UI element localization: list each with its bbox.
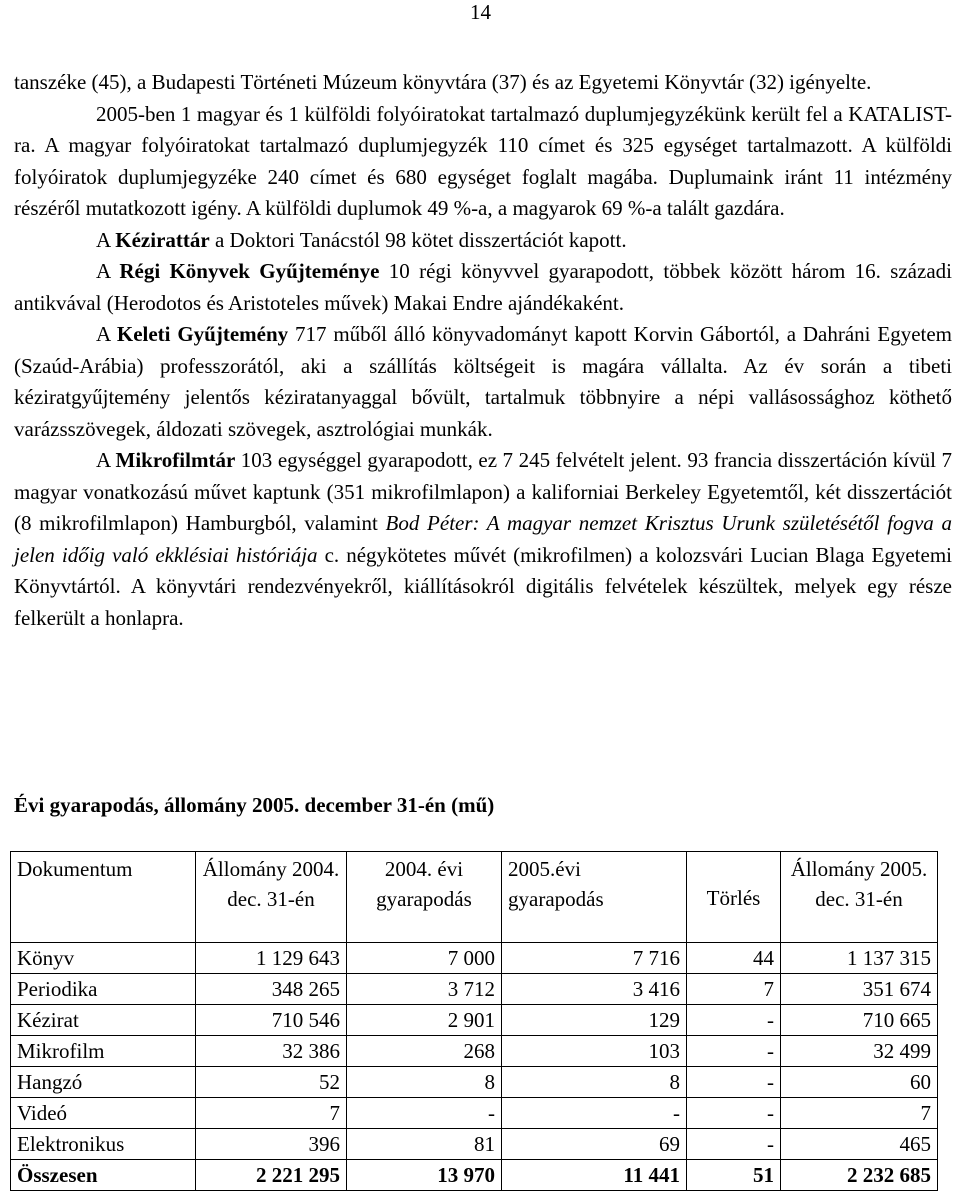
row-label: Könyv (11, 943, 196, 974)
cell: 396 (196, 1129, 347, 1160)
cell: 51 (687, 1160, 781, 1191)
holdings-table (10, 851, 938, 1191)
header-deletion: Törlés (687, 852, 781, 943)
cell: 11 441 (502, 1160, 687, 1191)
cell: 2 901 (347, 1005, 502, 1036)
table-row (11, 1005, 938, 1036)
table-row (11, 1098, 938, 1129)
cell: 81 (347, 1129, 502, 1160)
row-label: Összesen (11, 1160, 196, 1191)
row-label: Elektronikus (11, 1129, 196, 1160)
cell: 465 (781, 1129, 938, 1160)
table-row (11, 1129, 938, 1160)
paragraph-microfilm: A Mikrofilmtár 103 egységgel gyarapodott, ez 7 245 felvételt jelent. 93 francia disszertáción kívül 7 magyar vonatkozású művet kaptunk (351 mikrofilmlapon) a kaliforniai Berkeley Egyetemtől, két disszertációt (8 mikrofilmlapon) Hamburgból, valamint Bod Péter: A magyar nemzet Krisztus Urunk születésétől fogva a jelen időig való ekklésiai históriája c. négykötetes művét (mikrofilmen) a kolozsvári Lucian Blaga Egyetemi Könyvtártól. A könyvtári rendezvényekről, kiállításokról digitális felvételek készültek, melyek egy része felkerült a honlapra. (14, 448, 952, 630)
cell: 32 386 (196, 1036, 347, 1067)
cell: - (347, 1098, 502, 1129)
paragraph-duplicates: 2005-ben 1 magyar és 1 külföldi folyóiratokat tartalmazó duplumjegyzékünk került fel a KATALIST-ra. A magyar folyóiratokat tartalmazó duplumjegyzék 110 címet és 325 egységet tartalmazott. A külföldi folyóiratok duplumjegyzéke 240 címet és 680 egységet foglalt magába. Duplumaink iránt 11 intézmény részéről mutatkozott igény. A külföldi duplumok 49 %-a, a magyarok 69 %-a talált gazdára. (14, 101, 952, 220)
cell: 44 (687, 943, 781, 974)
cell: - (502, 1098, 687, 1129)
cell: 268 (347, 1036, 502, 1067)
cell: 7 (687, 974, 781, 1005)
cell: 2 221 295 (196, 1160, 347, 1191)
manuscripts-label: Kézirattár (115, 227, 210, 252)
cell: 13 970 (347, 1160, 502, 1191)
header-stock-2004: Állomány 2004. dec. 31-én (196, 852, 347, 943)
paragraph-1: tanszéke (45), a Budapesti Történeti Múzeum könyvtára (37) és az Egyetemi Könyvtár (32) igényelte. (14, 70, 872, 94)
table-row (11, 1067, 938, 1098)
cell: - (687, 1067, 781, 1098)
table-row (11, 943, 938, 974)
cell: 103 (502, 1036, 687, 1067)
header-stock-2005: Állomány 2005. dec. 31-én (781, 852, 938, 943)
cell: 7 (196, 1098, 347, 1129)
cell: 32 499 (781, 1036, 938, 1067)
cell: 710 546 (196, 1005, 347, 1036)
header-growth-2004: 2004. évi gyarapodás (347, 852, 502, 943)
cell: 52 (196, 1067, 347, 1098)
cell: 3 416 (502, 974, 687, 1005)
book-title: Bod Péter: A magyar nemzet Krisztus Urunk születésétől fogva a jelen időig való ekklésiai históriája (14, 511, 952, 567)
paragraph-old-books: A Régi Könyvek Gyűjteménye 10 régi könyvvel gyarapodott, többek között három 16. századi antikvával (Herodotos és Aristoteles művek) Makai Endre ajándékaként. (14, 259, 952, 315)
table-total-row (11, 1160, 938, 1191)
row-label: Videó (11, 1098, 196, 1129)
cell: 2 232 685 (781, 1160, 938, 1191)
old-books-label: Régi Könyvek Gyűjteménye (119, 259, 380, 283)
header-growth-2005: 2005.évi gyarapodás (502, 852, 687, 943)
table-header-row (11, 852, 938, 943)
table-heading: Évi gyarapodás, állomány 2005. december 31-én (mű) (14, 793, 495, 817)
page-number: 14 (470, 0, 491, 24)
row-label: Kézirat (11, 1005, 196, 1036)
cell: 60 (781, 1067, 938, 1098)
cell: 348 265 (196, 974, 347, 1005)
cell: 1 137 315 (781, 943, 938, 974)
row-label: Mikrofilm (11, 1036, 196, 1067)
cell: - (687, 1036, 781, 1067)
cell: 7 (781, 1098, 938, 1129)
cell: 710 665 (781, 1005, 938, 1036)
cell: 7 000 (347, 943, 502, 974)
body-text (14, 67, 952, 634)
cell: 351 674 (781, 974, 938, 1005)
row-label: Periodika (11, 974, 196, 1005)
cell: 69 (502, 1129, 687, 1160)
row-label: Hangzó (11, 1067, 196, 1098)
table-row (11, 1036, 938, 1067)
cell: 3 712 (347, 974, 502, 1005)
table-row (11, 974, 938, 1005)
cell: 8 (347, 1067, 502, 1098)
paragraph-oriental: A Keleti Gyűjtemény 717 műből álló könyvadományt kapott Korvin Gábortól, a Dahráni Egyetem (Szaúd-Arábia) professzorától, aki a szállítás költségeit is magára vállalta. Az év során a tibeti kéziratgyűjtemény jelentős kéziratanyaggal bővült, tartalmuk többnyire a népi vallásossághoz köthető varázsszövegek, áldozati szövegek, asztrológiai munkák. (14, 322, 952, 441)
cell: 7 716 (502, 943, 687, 974)
cell: - (687, 1129, 781, 1160)
cell: - (687, 1005, 781, 1036)
cell: 1 129 643 (196, 943, 347, 974)
cell: - (687, 1098, 781, 1129)
paragraph-manuscripts: A Kézirattár a Doktori Tanácstól 98 kötet disszertációt kapott. (96, 227, 627, 252)
cell: 8 (502, 1067, 687, 1098)
cell: 129 (502, 1005, 687, 1036)
oriental-label: Keleti Gyűjtemény (116, 322, 289, 346)
microfilm-label: Mikrofilmtár (115, 448, 236, 472)
header-document: Dokumentum (11, 852, 196, 943)
